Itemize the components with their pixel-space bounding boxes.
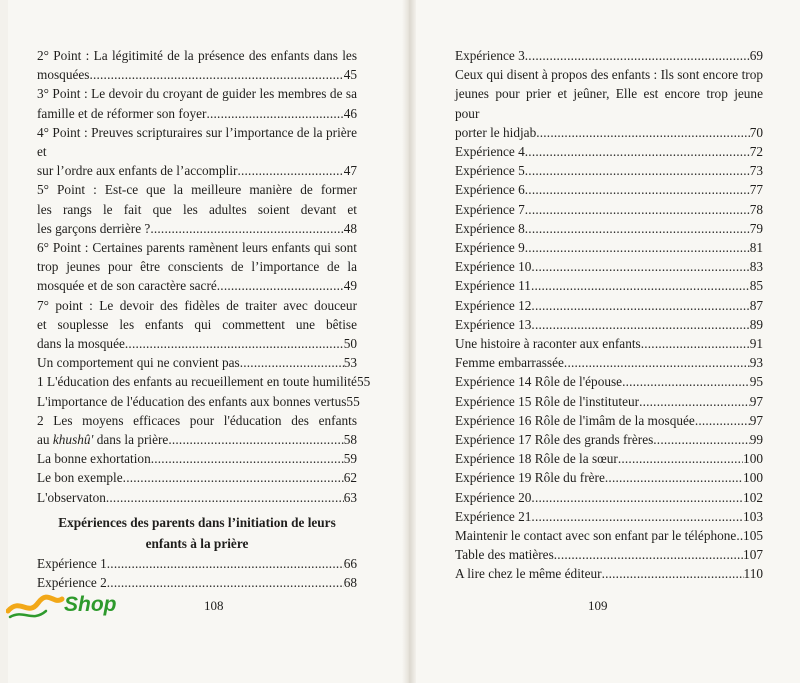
- toc-page-number: 53: [343, 355, 357, 371]
- dot-leader: [641, 334, 750, 353]
- dot-leader: [531, 257, 749, 276]
- toc-entry-title: Un comportement qui ne convient pas: [37, 355, 240, 371]
- toc-entry-title: Expérience 10: [455, 259, 532, 275]
- toc-entry-line: jeunes pour prier et jeûner, Elle est encore trop jeune pour: [455, 86, 763, 121]
- toc-entry-line: les rangs le fait que les adultes soient devant et: [37, 201, 357, 217]
- toc-row: [455, 411, 763, 430]
- toc-row: [455, 392, 763, 411]
- dot-leader: [168, 430, 343, 449]
- toc-row: [455, 488, 763, 507]
- toc-entry: [455, 392, 763, 411]
- toc-page-number: 110: [743, 566, 763, 582]
- toc-page-number: 91: [749, 336, 763, 352]
- toc-page-number: 72: [749, 144, 763, 160]
- toc-page-number: 49: [343, 278, 357, 294]
- toc-page-number: 78: [749, 201, 763, 217]
- toc-entry: [455, 564, 763, 583]
- toc-page-number: 89: [749, 316, 763, 332]
- toc-page-number: 87: [749, 297, 763, 313]
- toc-page-number: 55: [356, 374, 371, 390]
- toc-entry-italic: khushû': [52, 432, 94, 448]
- toc-page-number: 77: [749, 182, 763, 198]
- dot-leader: [531, 276, 750, 295]
- toc-page-number: 66: [343, 555, 357, 571]
- toc-entry-title: Expérience 17 Rôle des grands frères: [455, 432, 654, 448]
- toc-row: [37, 334, 357, 353]
- toc-entry: [37, 411, 357, 449]
- toc-row: [37, 276, 357, 295]
- toc-entry-title: Femme embarrassée: [455, 355, 564, 371]
- right-page-toc: [455, 46, 763, 584]
- toc-row: [455, 353, 763, 372]
- toc-entry-title: Expérience 4: [455, 144, 525, 160]
- toc-entry-line: 3° Point : Le devoir du croyant de guider les membres de sa: [37, 86, 357, 102]
- toc-entry: [37, 449, 357, 468]
- toc-row: [455, 334, 763, 353]
- toc-page-number: 45: [343, 67, 357, 83]
- swoosh-icon: [6, 587, 66, 627]
- section-title: [37, 512, 357, 554]
- toc-row: [455, 564, 763, 583]
- toc-page-number: 79: [749, 220, 763, 236]
- toc-row: [37, 104, 357, 123]
- toc-page-number: 55: [346, 393, 360, 409]
- toc-page-number: 73: [749, 163, 763, 179]
- toc-row: [37, 392, 360, 411]
- toc-row: [37, 372, 371, 391]
- toc-entry-title: les garçons derrière ?: [37, 220, 151, 236]
- toc-page-number: 58: [343, 432, 357, 448]
- toc-entry: [455, 372, 763, 391]
- toc-entry: [37, 46, 357, 84]
- toc-entry-line: trop jeunes pour être conscients de l’importance de la: [37, 259, 357, 275]
- toc-entry: [37, 296, 357, 354]
- toc-entry: [455, 545, 763, 564]
- dot-leader: [525, 161, 750, 180]
- toc-page-number: 97: [749, 393, 763, 409]
- toc-entry: [37, 468, 357, 487]
- toc-entry: [455, 526, 763, 545]
- toc-entry-title: L'importance de l'éducation des enfants aux bonnes vertus: [37, 393, 347, 409]
- toc-row: [455, 238, 763, 257]
- toc-entry-title: Expérience 9: [455, 240, 525, 256]
- toc-row: [455, 430, 763, 449]
- toc-row: [37, 353, 357, 372]
- toc-entry-line: 2° Point : La légitimité de la présence des enfants dans les: [37, 48, 357, 63]
- dot-leader: [525, 46, 750, 65]
- dot-leader: [531, 296, 749, 315]
- toc-page-number: 46: [343, 105, 357, 121]
- toc-row: [455, 449, 763, 468]
- toc-page-number: 107: [743, 547, 763, 563]
- toc-entry-title: Expérience 21: [455, 508, 532, 524]
- dot-leader: [531, 507, 743, 526]
- toc-entry: [455, 180, 763, 199]
- toc-row: [455, 276, 763, 295]
- toc-entry: [455, 334, 763, 353]
- toc-page-number: 95: [749, 374, 763, 390]
- toc-entry-title: Expérience 11: [455, 278, 531, 294]
- toc-entry-title: famille et de réformer son foyer: [37, 105, 207, 121]
- toc-page-number: 102: [743, 489, 763, 505]
- toc-entry-title: A lire chez le même éditeur: [455, 566, 602, 582]
- toc-entry-line: 5° Point : Est-ce que la meilleure manière de former: [37, 182, 357, 198]
- toc-entry-title: Le bon exemple: [37, 470, 123, 486]
- toc-entry: [455, 315, 763, 334]
- toc-page-number: 100: [743, 451, 763, 467]
- dot-leader: [536, 123, 749, 142]
- dot-leader: [240, 353, 344, 372]
- toc-entry-title: Une histoire à raconter aux enfants: [455, 336, 641, 352]
- toc-entry-title: dans la mosquée: [37, 336, 125, 352]
- toc-entry: [455, 488, 763, 507]
- toc-entry-title: Expérience 3: [455, 48, 525, 63]
- toc-entry-title: Expérience 14 Rôle de l'épouse: [455, 374, 623, 390]
- toc-entry-title: 1 L'éducation des enfants au recueillement en toute humilité: [37, 374, 357, 390]
- toc-entry: [37, 488, 357, 507]
- toc-entry-line: 2 Les moyens efficaces pour l'éducation des enfants: [37, 412, 357, 428]
- toc-page-number: 93: [749, 355, 763, 371]
- dot-leader: [653, 430, 749, 449]
- toc-entry-title: porter le hidjab: [455, 124, 537, 140]
- dot-leader: [525, 142, 750, 161]
- toc-row: [455, 142, 763, 161]
- toc-entry: [455, 276, 763, 295]
- dot-leader: [107, 573, 344, 592]
- toc-row: [455, 507, 763, 526]
- toc-entry-title: sur l’ordre aux enfants de l’accomplir: [37, 163, 238, 179]
- left-page-number: 108: [204, 598, 224, 613]
- toc-row: [455, 46, 763, 65]
- toc-entry: [455, 468, 763, 487]
- toc-page-number: 83: [749, 259, 763, 275]
- toc-entry: [455, 65, 763, 142]
- dot-leader: [151, 449, 344, 468]
- dot-leader: [531, 488, 743, 507]
- dot-leader: [525, 238, 750, 257]
- toc-row: [455, 468, 763, 487]
- toc-entry-title: Maintenir le contact avec son enfant par le téléphone: [455, 528, 737, 544]
- toc-row: [37, 468, 357, 487]
- toc-entry-line: 7° point : Le devoir des fidèles de traiter avec douceur: [37, 297, 357, 313]
- toc-row: [37, 219, 357, 238]
- toc-entry-title: Expérience 20: [455, 489, 532, 505]
- toc-page-number: 97: [749, 412, 763, 428]
- toc-entry-title: L'observaton: [37, 489, 106, 505]
- toc-row: [455, 161, 763, 180]
- toc-row: [37, 430, 357, 449]
- toc-row: [455, 315, 763, 334]
- toc-page-number: 62: [343, 470, 357, 486]
- toc-entry-title: Expérience 19 Rôle du frère: [455, 470, 605, 486]
- toc-entry: [37, 180, 357, 238]
- toc-entry-title: Expérience 13: [455, 316, 532, 332]
- dot-leader: [125, 334, 344, 353]
- dot-leader: [237, 161, 343, 180]
- toc-entry-title: Expérience 5: [455, 163, 525, 179]
- toc-page-number: 100: [743, 470, 763, 486]
- toc-entry-title: Expérience 1: [37, 555, 107, 571]
- toc-row: [37, 488, 357, 507]
- toc-entry: [455, 507, 763, 526]
- toc-row: [455, 180, 763, 199]
- toc-entry-title: Table des matières: [455, 547, 554, 563]
- dot-leader: [554, 545, 743, 564]
- toc-entry: [37, 554, 357, 573]
- dot-leader: [150, 219, 343, 238]
- toc-row: [37, 554, 357, 573]
- toc-entry: [455, 200, 763, 219]
- toc-entry: [37, 372, 371, 391]
- dot-leader: [602, 564, 744, 583]
- toc-entry: [455, 411, 763, 430]
- toc-entry: [455, 296, 763, 315]
- toc-entry-title: au khushû' dans la prière: [37, 432, 169, 448]
- toc-row: [455, 257, 763, 276]
- toc-page-number: 59: [343, 451, 357, 467]
- toc-entry-title: La bonne exhortation: [37, 451, 151, 467]
- toc-page-number: 47: [343, 163, 357, 179]
- shop-logo: [6, 587, 134, 627]
- toc-entry: [37, 353, 357, 372]
- toc-entry-title: Expérience 15 Rôle de l'instituteur: [455, 393, 640, 409]
- toc-row: [37, 449, 357, 468]
- toc-row: [455, 545, 763, 564]
- toc-entry-line: 6° Point : Certaines parents ramènent leurs enfants qui sont: [37, 240, 357, 256]
- toc-entry-title: Expérience 7: [455, 201, 525, 217]
- toc-entry: [455, 161, 763, 180]
- dot-leader: [564, 353, 750, 372]
- toc-entry: [455, 449, 763, 468]
- toc-entry-title: mosquées: [37, 67, 90, 83]
- toc-page-number: 50: [343, 336, 357, 352]
- toc-page-number: 99: [749, 432, 763, 448]
- left-page-toc: [37, 46, 371, 592]
- toc-entry: [37, 392, 360, 411]
- toc-entry: [455, 353, 763, 372]
- toc-entry: [37, 123, 357, 181]
- dot-leader: [123, 468, 344, 487]
- toc-row: [455, 296, 763, 315]
- dot-leader: [206, 104, 343, 123]
- toc-entry: [455, 46, 763, 65]
- dot-leader: [639, 392, 750, 411]
- toc-entry-title: Expérience 8: [455, 220, 525, 236]
- toc-entry: [455, 219, 763, 238]
- toc-entry: [455, 238, 763, 257]
- toc-page-number: 81: [749, 240, 763, 256]
- toc-entry-title: Expérience 12: [455, 297, 532, 313]
- section-title-line: enfants à la prière: [145, 535, 249, 551]
- toc-entry-title: Expérience 6: [455, 182, 525, 198]
- toc-entry: [455, 257, 763, 276]
- dot-leader: [531, 315, 749, 334]
- dot-leader: [605, 468, 743, 487]
- toc-page-number: 70: [749, 124, 763, 140]
- logo-text: Shop: [64, 593, 117, 616]
- dot-leader: [736, 526, 743, 545]
- toc-row: [455, 526, 763, 545]
- dot-leader: [525, 200, 750, 219]
- toc-row: [455, 123, 763, 142]
- dot-leader: [622, 372, 750, 391]
- right-page-number: 109: [588, 598, 608, 613]
- dot-leader: [107, 554, 344, 573]
- toc-entry-title: Expérience 18 Rôle de la sœur: [455, 451, 618, 467]
- book-gutter: [402, 0, 416, 683]
- dot-leader: [217, 276, 344, 295]
- dot-leader: [695, 411, 750, 430]
- dot-leader: [618, 449, 743, 468]
- toc-entry-title: Expérience 2: [37, 575, 107, 591]
- toc-row: [37, 65, 357, 84]
- dot-leader: [525, 180, 750, 199]
- toc-row: [455, 219, 763, 238]
- toc-row: [37, 161, 357, 180]
- section-title-line: Expériences des parents dans l’initiation de leurs: [58, 514, 336, 530]
- toc-row: [455, 200, 763, 219]
- toc-page-number: 68: [343, 575, 357, 591]
- toc-page-number: 63: [343, 489, 357, 505]
- toc-entry: [37, 238, 357, 296]
- toc-row: [455, 372, 763, 391]
- toc-entry-title: Expérience 16 Rôle de l'imâm de la mosquée: [455, 412, 695, 428]
- toc-page-number: 69: [749, 48, 763, 63]
- dot-leader: [106, 488, 344, 507]
- toc-entry-line: Ceux qui disent à propos des enfants : Ils sont encore trop: [455, 67, 763, 83]
- toc-page-number: 85: [749, 278, 763, 294]
- toc-entry: [37, 84, 357, 122]
- toc-page-number: 105: [743, 528, 763, 544]
- toc-entry-line: et souplesse les enfants qui commettent une bêtise: [37, 316, 357, 332]
- toc-entry-title: mosquée et de son caractère sacré: [37, 278, 217, 294]
- dot-leader: [89, 65, 343, 84]
- toc-entry: [455, 142, 763, 161]
- toc-page-number: 48: [343, 220, 357, 236]
- toc-entry: [455, 430, 763, 449]
- toc-page-number: 103: [743, 508, 763, 524]
- toc-entry-line: 4° Point : Preuves scripturaires sur l’importance de la prière et: [37, 124, 357, 160]
- dot-leader: [525, 219, 750, 238]
